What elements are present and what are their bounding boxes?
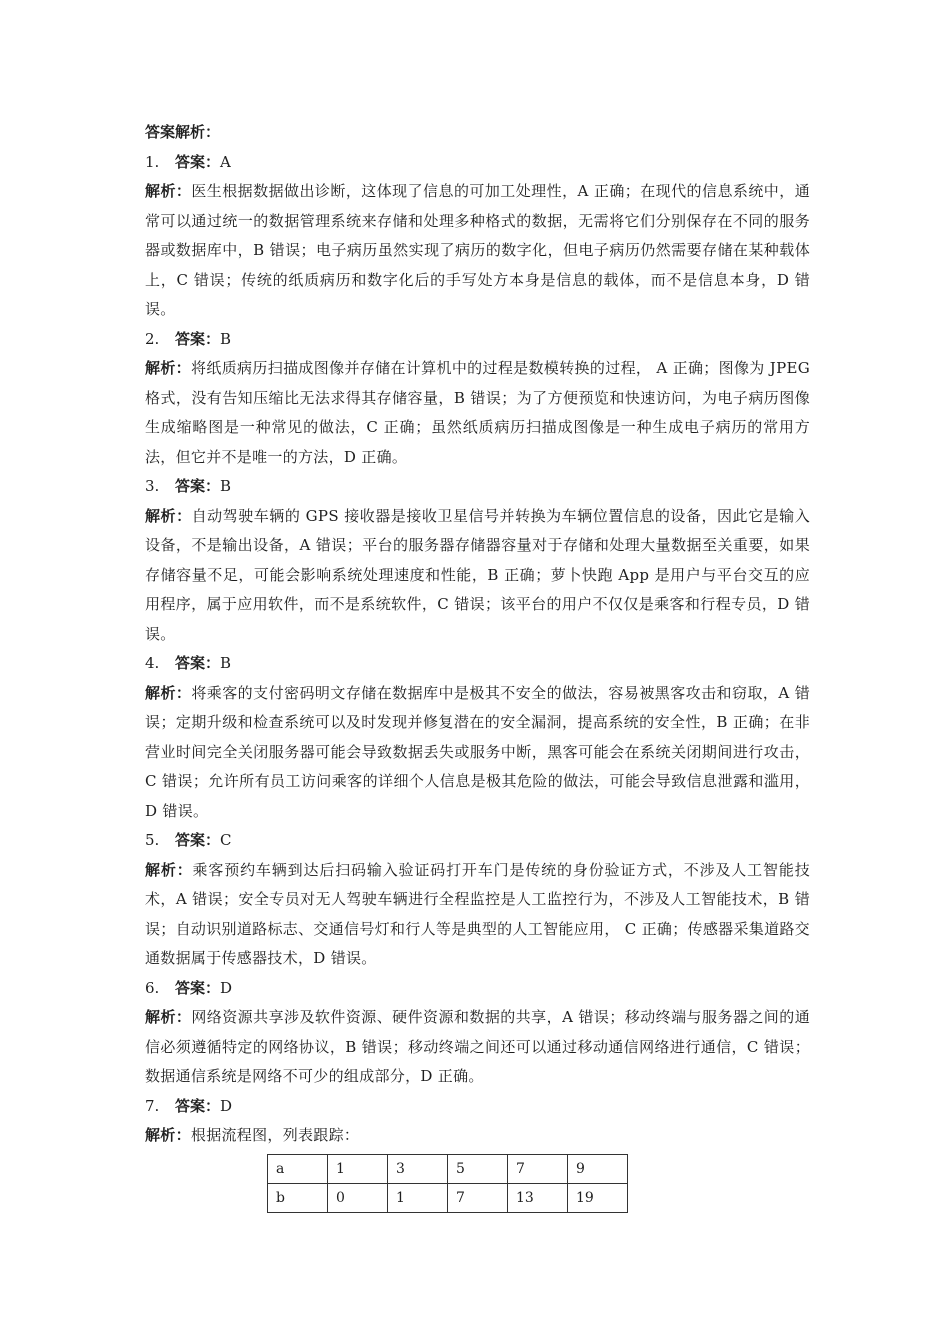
answer-label: 答案： xyxy=(175,1096,221,1115)
explanation-text: 网络资源共享涉及软件资源、硬件资源和数据的共享，A 错误；移动终端与服务器之间的通信必须遵循特定的网络协议，B 错误；移动终端之间还可以通过移动通信网络进行通信，C 错误；数据通信系统是网络不可少的组成部分，D 正确。 xyxy=(145,1008,810,1085)
item-number: 6. xyxy=(145,978,160,997)
table-cell: b xyxy=(268,1183,328,1212)
item-number: 4. xyxy=(145,654,160,672)
explanation-text: 乘客预约车辆到达后扫码输入验证码打开车门是传统的身份验证方式，不涉及人工智能技术，A 错误；安全专员对无人驾驶车辆进行全程监控是人工监控行为，不涉及人工智能技术，B 错误；自动识别道路标志、交通信号灯和行人等是典型的人工智能应用， C 正确；传感器采集道路交通数据属于传感器技术，D 错误。 xyxy=(145,860,810,967)
item-number: 7. xyxy=(145,1096,160,1115)
answer-item-3 xyxy=(145,472,810,649)
table-cell: 1 xyxy=(388,1183,448,1212)
table-cell: a xyxy=(268,1154,328,1183)
answer-value: B xyxy=(220,477,232,495)
trace-table xyxy=(267,1154,628,1213)
table-cell: 13 xyxy=(508,1183,568,1212)
table-row-a xyxy=(268,1154,628,1183)
answer-label: 答案： xyxy=(175,654,221,672)
table-cell: 19 xyxy=(568,1183,628,1212)
answer-value: B xyxy=(220,329,232,348)
explanation-text: 医生根据数据做出诊断，这体现了信息的可加工处理性，A 正确；在现代的信息系统中，通常可以通过统一的数据管理系统来存储和处理多种格式的数据，无需将它们分别保存在不同的服务器或数据库中，B 错误；电子病历虽然实现了病历的数字化，但电子病历仍然需要存储在某种载体上，C 错误；传统的纸质病历和数字化后的手写处方本身是信息的载体，而不是信息本身，D 错误。 xyxy=(145,182,810,318)
answer-item-5 xyxy=(145,826,810,974)
explain-label: 解析： xyxy=(145,359,192,377)
table-cell: 1 xyxy=(328,1154,388,1183)
answer-item-1 xyxy=(145,148,810,325)
table-cell: 7 xyxy=(448,1183,508,1212)
explanation-text: 将乘客的支付密码明文存储在数据库中是极其不安全的做法，容易被黑客攻击和窃取，A 错误；定期升级和检查系统可以及时发现并修复潜在的安全漏洞，提高系统的安全性，B 正确；在非营业时间完全关闭服务器可能会导致数据丢失或服务中断，黑客可能会在系统关闭期间进行攻击，C 错误；允许所有员工访问乘客的详细个人信息是极其危险的做法，可能会导致信息泄露和滥用，D 错误。 xyxy=(145,683,810,820)
table-cell: 9 xyxy=(568,1154,628,1183)
answer-item-4 xyxy=(145,649,810,826)
answer-label: 答案： xyxy=(175,152,221,171)
answer-label: 答案： xyxy=(175,329,221,348)
answer-item-6 xyxy=(145,974,810,1092)
explain-label: 解析： xyxy=(145,860,193,879)
explain-label: 解析： xyxy=(145,683,192,702)
table-cell: 5 xyxy=(448,1154,508,1183)
table-cell: 7 xyxy=(508,1154,568,1183)
answer-label: 答案： xyxy=(175,831,221,849)
explain-label: 解析： xyxy=(145,1008,192,1026)
page-title: 答案解析： xyxy=(145,123,221,141)
item-number: 5. xyxy=(145,831,160,849)
explanation-text: 根据流程图，列表跟踪： xyxy=(190,1126,360,1144)
explanation-text: 将纸质病历扫描成图像并存储在计算机中的过程是数模转换的过程， A 正确；图像为 JPEG 格式，没有告知压缩比无法求得其存储容量，B 错误；为了方便预览和快速访问，为电子病历图像生成缩略图是一种常见的做法，C 正确；虽然纸质病历扫描成图像是一种生成电子病历的常用方法，但它并不是唯一的方法，D 正确。 xyxy=(145,359,810,466)
explain-label: 解析： xyxy=(145,506,192,525)
table-row-b xyxy=(268,1183,628,1212)
answer-value: A xyxy=(220,152,231,171)
answer-value: D xyxy=(220,978,233,997)
answer-value: C xyxy=(220,831,232,849)
answer-document xyxy=(145,118,810,1213)
explanation-text: 自动驾驶车辆的 GPS 接收器是接收卫星信号并转换为车辆位置信息的设备，因此它是输入设备，不是输出设备，A 错误；平台的服务器存储器容量对于存储和处理大量数据至关重要，如果存储容量不足，可能会影响系统处理速度和性能，B 正确；萝卜快跑 App 是用户与平台交互的应用程序，属于应用软件，而不是系统软件，C 错误；该平台的用户不仅仅是乘客和行程专员，D 错误。 xyxy=(145,506,810,643)
explain-label: 解析： xyxy=(145,1126,191,1144)
answer-label: 答案： xyxy=(175,978,221,997)
item-number: 3. xyxy=(145,477,160,495)
table-cell: 0 xyxy=(328,1183,388,1212)
table-cell: 3 xyxy=(388,1154,448,1183)
explain-label: 解析： xyxy=(145,182,192,200)
answer-item-7 xyxy=(145,1092,810,1213)
answer-value: D xyxy=(220,1096,233,1115)
answer-value: B xyxy=(220,654,232,672)
item-number: 2. xyxy=(145,329,160,348)
answer-item-2 xyxy=(145,325,810,473)
item-number: 1. xyxy=(145,152,160,171)
answer-label: 答案： xyxy=(175,477,221,495)
